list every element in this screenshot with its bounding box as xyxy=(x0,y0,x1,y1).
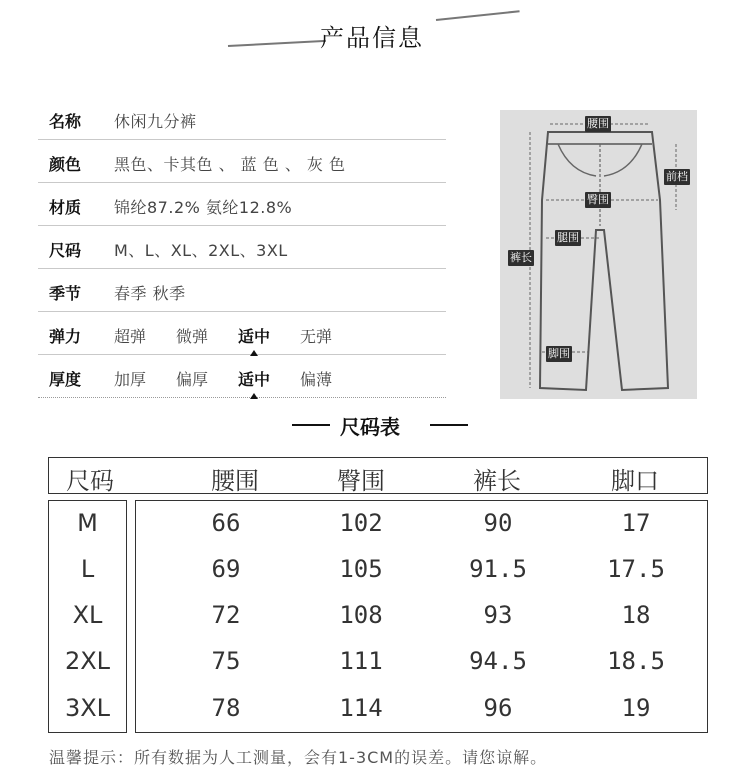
size-chart-line-left xyxy=(292,424,330,426)
info-label: 颜色 xyxy=(49,155,82,174)
elasticity-option-selected: 适中 xyxy=(238,324,270,347)
table-cell-size: XL xyxy=(72,601,103,629)
info-label: 弹力 xyxy=(49,327,82,346)
size-chart-heading xyxy=(292,410,472,438)
table-cell: 66 xyxy=(211,509,241,537)
info-row-elasticity xyxy=(38,312,446,355)
hip-tag: 臀围 xyxy=(587,193,609,206)
table-cell: 102 xyxy=(339,509,383,537)
info-value: 锦纶87.2% 氨纶12.8% xyxy=(114,198,293,217)
length-tag: 裤长 xyxy=(510,251,532,264)
waist-tag: 腰围 xyxy=(587,117,609,130)
thigh-tag: 腿围 xyxy=(557,231,579,244)
header-cell: 腰围 xyxy=(211,467,259,495)
page-title: 产品信息 xyxy=(320,24,424,52)
elasticity-option: 无弹 xyxy=(300,327,333,346)
table-cell: 17 xyxy=(621,509,651,537)
info-value: 黑色、卡其色 、 蓝 色 、 灰 色 xyxy=(114,155,346,174)
table-cell: 78 xyxy=(211,694,241,722)
table-cell: 17.5 xyxy=(607,555,665,583)
table-cell: 94.5 xyxy=(469,647,527,675)
table-cell: 111 xyxy=(339,647,383,675)
info-row-size xyxy=(38,226,446,269)
table-cell: 18.5 xyxy=(607,647,665,675)
info-row-thickness xyxy=(38,355,446,398)
table-cell: 96 xyxy=(483,694,513,722)
info-value: M、L、XL、2XL、3XL xyxy=(114,241,288,260)
header-cell: 裤长 xyxy=(473,467,521,495)
size-column xyxy=(48,500,127,733)
info-label: 季节 xyxy=(49,284,82,303)
table-cell-size: 3XL xyxy=(64,694,111,722)
front-rise-tag: 前档 xyxy=(666,170,688,183)
info-label: 名称 xyxy=(49,112,82,131)
header-line-right xyxy=(436,10,520,21)
hem-tag: 脚围 xyxy=(548,347,570,360)
pants-measurement-diagram xyxy=(500,110,697,399)
header-line-left xyxy=(228,40,326,47)
info-label: 尺码 xyxy=(49,241,82,260)
measurement-note: 温馨提示：所有数据为人工测量，会有1-3CM的误差。请您谅解。 xyxy=(49,748,548,767)
elasticity-option: 超弹 xyxy=(114,327,147,346)
thickness-option-selected: 适中 xyxy=(238,367,270,390)
info-value: 春季 秋季 xyxy=(114,284,186,303)
info-row-color xyxy=(38,140,446,183)
table-cell: 90 xyxy=(483,509,513,537)
table-cell: 93 xyxy=(483,601,513,629)
info-value: 休闲九分裤 xyxy=(114,112,197,131)
info-label: 材质 xyxy=(49,198,82,217)
header-cell: 脚口 xyxy=(611,467,659,495)
thickness-option: 偏厚 xyxy=(176,370,209,389)
table-cell-size: 2XL xyxy=(64,647,111,675)
info-label: 厚度 xyxy=(49,370,82,389)
table-cell-size: M xyxy=(77,509,98,537)
size-chart-line-right xyxy=(430,424,468,426)
info-row-material xyxy=(38,183,446,226)
header-cell: 臀围 xyxy=(337,467,385,495)
table-cell: 91.5 xyxy=(469,555,527,583)
header-cell: 尺码 xyxy=(66,467,114,495)
table-cell: 72 xyxy=(211,601,241,629)
thickness-option: 加厚 xyxy=(114,370,147,389)
table-cell: 19 xyxy=(621,694,651,722)
table-cell: 18 xyxy=(621,601,651,629)
table-cell: 114 xyxy=(339,694,383,722)
elasticity-option: 微弹 xyxy=(176,327,209,346)
table-cell: 75 xyxy=(211,647,241,675)
table-cell: 105 xyxy=(339,555,383,583)
thickness-option: 偏薄 xyxy=(300,370,333,389)
size-table-header xyxy=(48,457,708,494)
size-chart-title: 尺码表 xyxy=(340,415,400,439)
size-data-table xyxy=(135,500,708,733)
table-cell-size: L xyxy=(80,555,95,583)
product-info xyxy=(38,97,446,398)
info-row-season xyxy=(38,269,446,312)
table-cell: 69 xyxy=(211,555,241,583)
table-cell: 108 xyxy=(339,601,383,629)
info-row-name xyxy=(38,97,446,140)
